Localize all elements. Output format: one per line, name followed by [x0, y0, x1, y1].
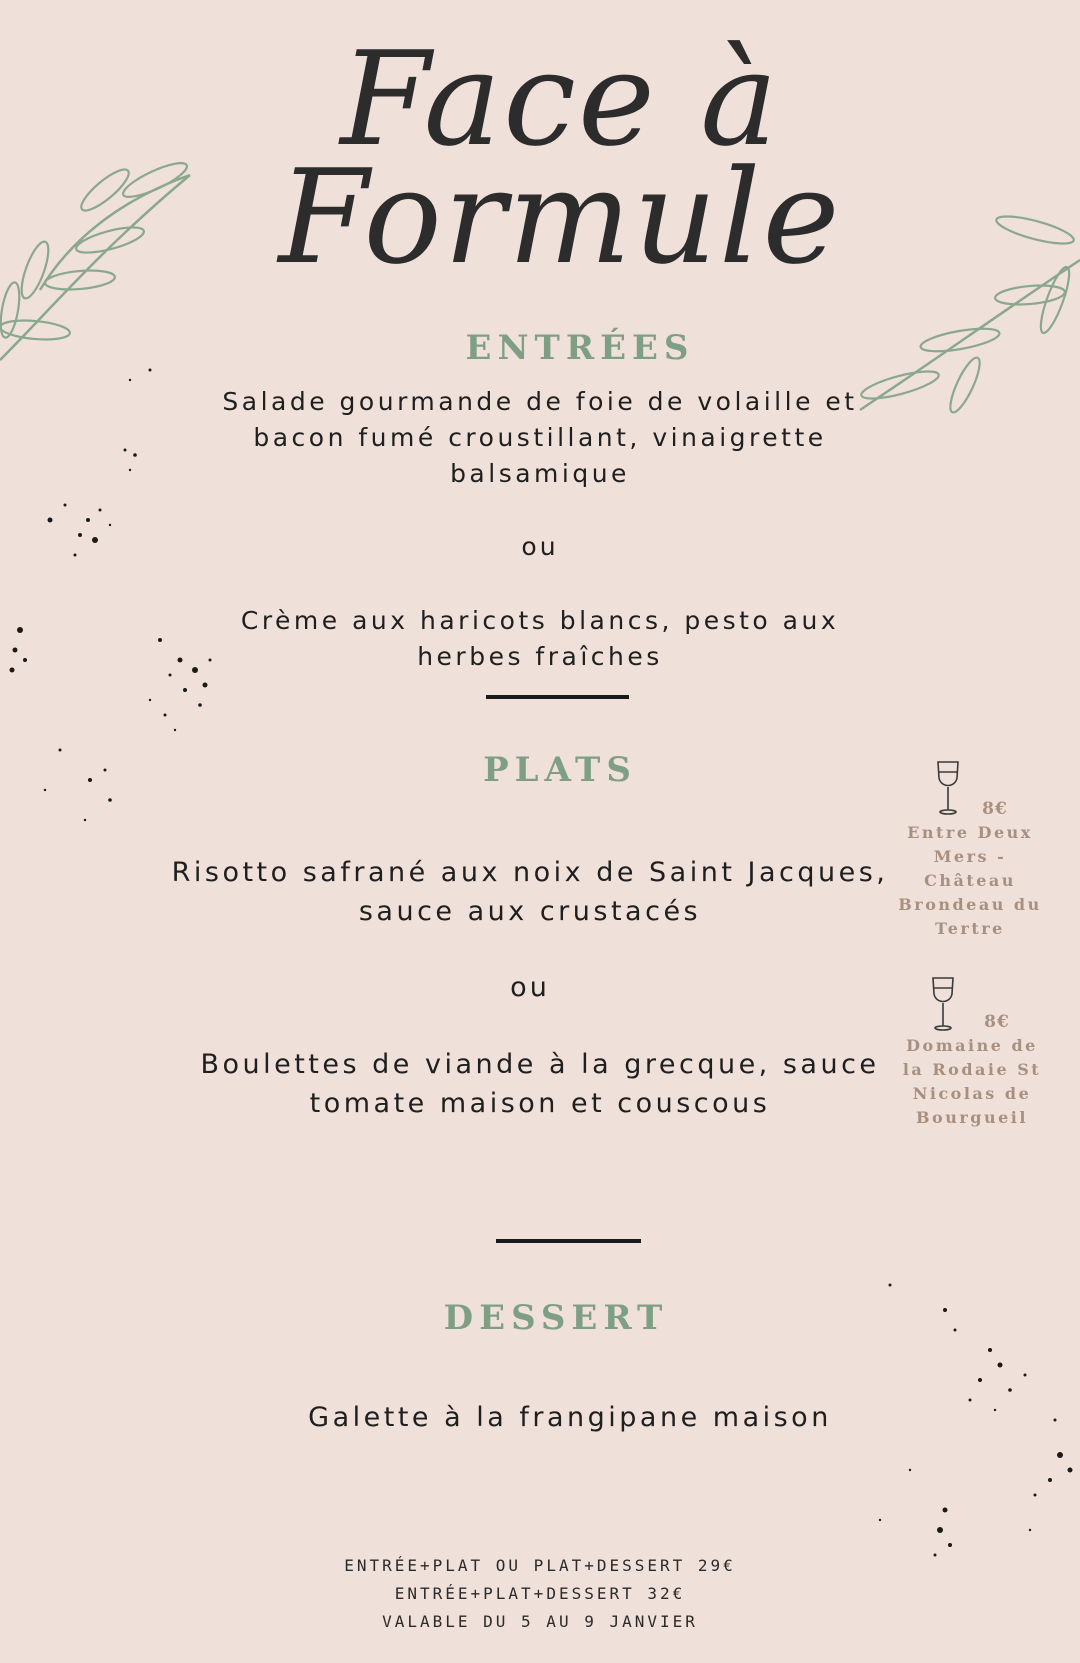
wine-price: 8€: [982, 799, 1008, 819]
wine-name-line: la Rodaie St: [902, 1060, 1042, 1079]
section-title-dessert: DESSERT: [443, 1298, 669, 1338]
wine-pairing-2: [897, 1010, 1047, 1130]
entree-dish-2-line: Crème aux haricots blancs, pesto aux: [240, 606, 840, 635]
plat-dish-1: [150, 853, 910, 931]
wine-name-line: Brondeau du: [898, 895, 1042, 914]
entree-dish-1-line: balsamique: [450, 459, 630, 488]
wine-name-line: Tertre: [935, 919, 1005, 938]
entree-dish-1-line: Salade gourmande de foie de volaille et: [222, 387, 858, 416]
menu-title: [0, 23, 1080, 293]
wine-name-line: Domaine de: [906, 1036, 1038, 1055]
plat-dish-2-line: tomate maison et couscous: [309, 1088, 771, 1119]
plat-dish-1-line: Risotto safrané aux noix de Saint Jacques,: [171, 857, 889, 888]
section-title-entrees: ENTRÉES: [465, 328, 695, 368]
divider-line: [486, 695, 629, 699]
section-title-plats: PLATS: [483, 750, 637, 790]
entree-dish-1: [180, 384, 900, 492]
dessert-dish-1: Galette à la frangipane maison: [308, 1402, 832, 1433]
plat-dish-1-line: sauce aux crustacés: [358, 896, 702, 927]
wine-name-line: Mers -: [933, 847, 1007, 866]
pricing-line: ENTRÉE+PLAT+DESSERT 32€: [394, 1584, 686, 1603]
plat-or-separator: ou: [510, 972, 550, 1003]
entree-or-separator: ou: [521, 532, 559, 561]
menu-title-line2: Formule: [278, 141, 842, 293]
wine-name-line: Bourgueil: [916, 1108, 1028, 1127]
menu-title-line1: Face à: [340, 23, 780, 175]
pricing-line: ENTRÉE+PLAT OU PLAT+DESSERT 29€: [344, 1556, 736, 1575]
wine-name-line: Nicolas de: [912, 1084, 1032, 1103]
wine-name-line: Entre Deux: [907, 823, 1033, 842]
plat-dish-2: [170, 1045, 910, 1123]
entree-dish-2: [180, 603, 900, 675]
entree-dish-2-line: herbes fraîches: [417, 642, 663, 671]
entree-dish-1-line: bacon fumé croustillant, vinaigrette: [253, 423, 827, 452]
divider-line: [496, 1239, 641, 1243]
pricing-line: VALABLE DU 5 AU 9 JANVIER: [382, 1612, 698, 1631]
wine-name-line: Château: [924, 871, 1016, 890]
wine-price: 8€: [984, 1012, 1010, 1032]
plat-dish-2-line: Boulettes de viande à la grecque, sauce: [200, 1049, 880, 1080]
pricing-footer: [0, 1552, 1080, 1636]
wine-pairing-1: [895, 797, 1045, 941]
